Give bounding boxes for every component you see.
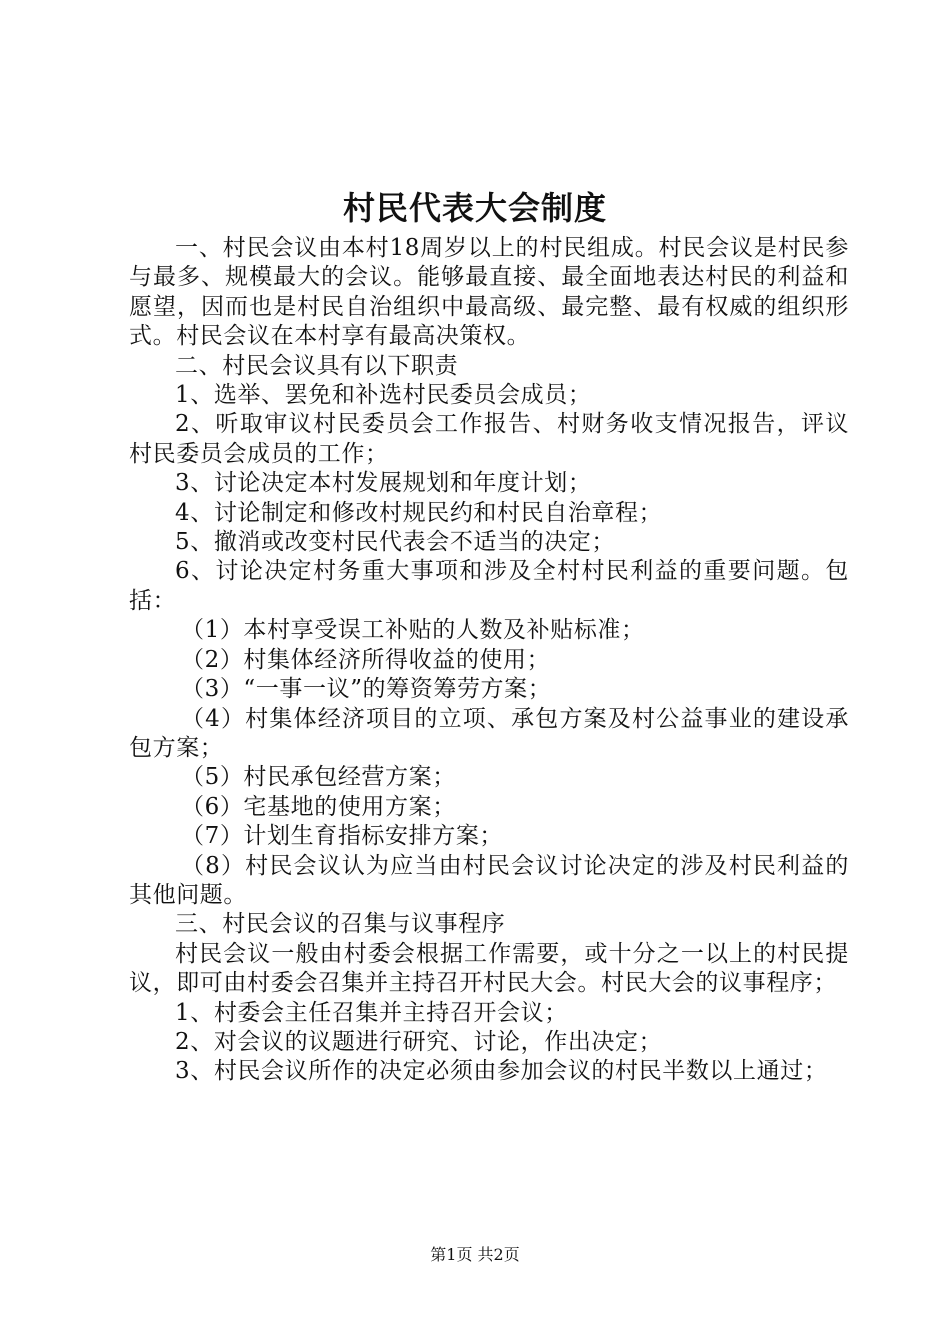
list-item-duty-3: 3、讨论决定本村发展规划和年度计划； [175, 470, 592, 497]
section-heading-2: 二、村民会议具有以下职责 [175, 352, 459, 379]
sub-item-3: （3）“一事一议”的筹资筹劳方案； [181, 676, 552, 703]
document-body [129, 234, 849, 1087]
page-title: 村民代表大会制度 [342, 189, 607, 227]
sub-item-1: （1）本村享受误工补贴的人数及补贴标准； [181, 617, 645, 644]
list-item-duty-4: 4、讨论制定和修改村规民约和村民自治章程； [175, 499, 663, 526]
sub-item-6: （6）宅基地的使用方案； [181, 793, 456, 820]
paragraph-1: 一、村民会议由本村18周岁以上的村民组成。村民会议是村民参与最多、规模最大的会议。能够最直接、最全面地表达村民的利益和愿望，因而也是村民自治组织中最高级、最完整、最有权威的组织形式。村民会议在本村享有最高决策权。 [129, 235, 849, 350]
page-footer: 第1页 共2页 [430, 1245, 520, 1264]
list-item-procedure-3: 3、村民会议所作的决定必须由参加会议的村民半数以上通过； [175, 1058, 828, 1085]
sub-item-4: （4）村集体经济项目的立项、承包方案及村公益事业的建设承包方案； [129, 705, 849, 761]
section-heading-3: 三、村民会议的召集与议事程序 [175, 911, 506, 938]
sub-item-5: （5）村民承包经营方案； [181, 764, 456, 791]
list-item-duty-5: 5、撤消或改变村民代表会不适当的决定； [175, 529, 616, 556]
sub-item-8: （8）村民会议认为应当由村民会议讨论决定的涉及村民利益的其他问题。 [129, 852, 849, 908]
list-item-procedure-1: 1、村委会主任召集并主持召开会议； [175, 999, 568, 1026]
list-item-procedure-2: 2、对会议的议题进行研究、讨论，作出决定； [175, 1028, 663, 1055]
sub-item-7: （7）计划生育指标安排方案； [181, 823, 504, 850]
list-item-duty-1: 1、选举、罢免和补选村民委员会成员； [175, 382, 592, 409]
list-item-duty-6: 6、讨论决定村务重大事项和涉及全村村民利益的重要问题。包括： [129, 558, 849, 614]
paragraph-procedure: 村民会议一般由村委会根据工作需要，或十分之一以上的村民提议，即可由村委会召集并主持召开村民大会。村民大会的议事程序； [129, 940, 849, 997]
list-item-duty-2: 2、听取审议村民委员会工作报告、村财务收支情况报告，评议村民委员会成员的工作； [129, 411, 849, 467]
sub-item-2: （2）村集体经济所得收益的使用； [181, 646, 551, 673]
